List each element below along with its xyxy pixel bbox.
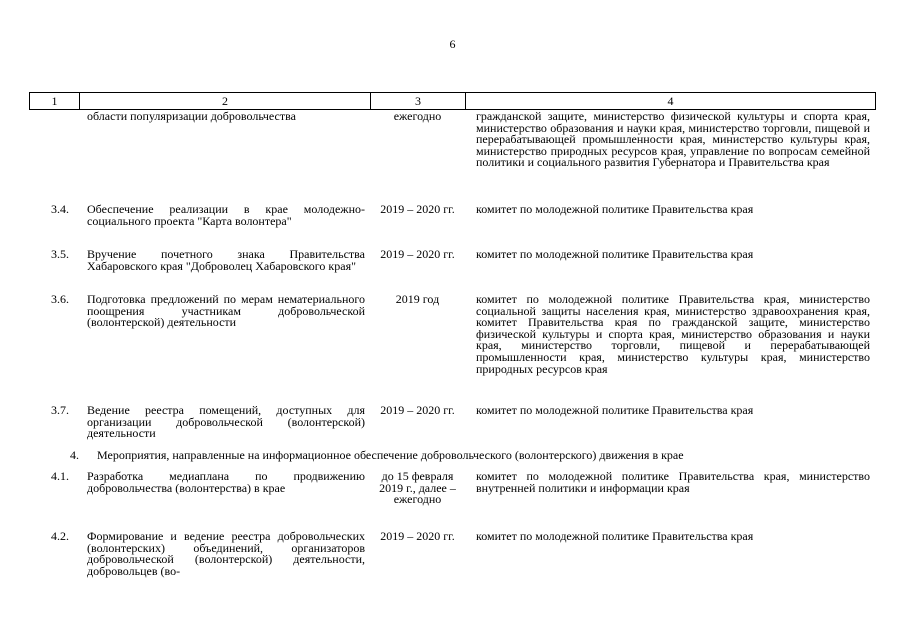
table-row [29,531,876,581]
section-title: Мероприятия, направленные на информационное обеспечение добровольческого (волонтерского) движения в крае [97,448,684,462]
row-responsible: комитет по молодежной политике Правительства края [476,403,754,417]
measures-table [29,92,876,581]
row-term: 2019 – 2020 гг. [380,403,455,417]
row-responsible: комитет по молодежной политике Правительства края [476,202,754,216]
table-row [29,249,876,294]
row-number: 3.4. [51,202,69,216]
table-row [29,471,876,531]
row-measure: Подготовка предложений по мерам нематериального поощрения участникам добровольческой (волонтерской) деятельности [87,292,365,330]
table-row [29,405,876,450]
row-number [29,111,79,204]
table-row [29,294,876,405]
row-responsible: гражданской защите, министерство физической культуры и спорта края, министерство образования и науки края, министерство торговли, пищевой и перерабатывающей промышленности края, министерство культуры края, министерство природных ресурсов края, управление по вопросам семейной политики и социального развития Губернатора и Правительства края [476,109,870,170]
page-number: 6 [449,37,456,51]
row-term: ежегодно [393,109,442,123]
table-row [29,204,876,249]
row-number: 3.5. [51,247,69,261]
section-number: 4. [70,448,79,462]
table-header [29,92,876,110]
row-number: 4.1. [51,469,69,483]
row-measure: Ведение реестра помещений, доступных для организации добровольческой (волонтерской) деятельности [87,403,365,441]
row-responsible: комитет по молодежной политике Правительства края, министерство внутренней политики и информации края [476,469,870,495]
table-row [29,111,876,204]
row-term: 2019 – 2020 гг. [380,529,455,543]
header-col-number: 1 [30,93,80,109]
row-term: 2019 год [395,292,440,306]
row-measure: Разработка медиаплана по продвижению добровольчества (волонтерства) в крае [87,469,365,495]
row-measure: Вручение почетного знака Правительства Хабаровского края "Доброволец Хабаровского края" [87,247,365,273]
section-row [29,450,876,471]
header-col-responsible: 4 [667,94,674,108]
row-term: 2019 – 2020 гг. [380,202,455,216]
header-col-measure: 2 [80,93,371,109]
row-responsible: комитет по молодежной политике Правительства края [476,247,754,261]
row-term: 2019 – 2020 гг. [380,247,455,261]
header-col-term: 3 [371,93,466,109]
row-number: 3.6. [51,292,69,306]
row-measure: области популяризации добровольчества [87,109,296,123]
row-measure: Формирование и ведение реестра добровольческих (волонтерских) объединений, организаторов добровольческой (волонтерской) деятельности, добровольцев (во- [87,529,365,578]
row-responsible: комитет по молодежной политике Правительства края [476,529,754,543]
row-number: 4.2. [51,529,69,543]
row-responsible: комитет по молодежной политике Правительства края, министерство социальной защиты населения края, министерство здравоохранения края, комитет Правительства края по гражданской защите, министерство физической культуры и спорта края, министерство образования и науки края, министерство торговли, пищевой и перерабатывающей промышленности края, министерство культуры края, министерство природных ресурсов края [476,292,870,376]
row-term: до 15 февраля 2019 г., далее – ежегодно [379,469,456,507]
row-number: 3.7. [51,403,69,417]
row-measure: Обеспечение реализации в крае молодежно-социального проекта "Карта волонтера" [87,202,365,228]
